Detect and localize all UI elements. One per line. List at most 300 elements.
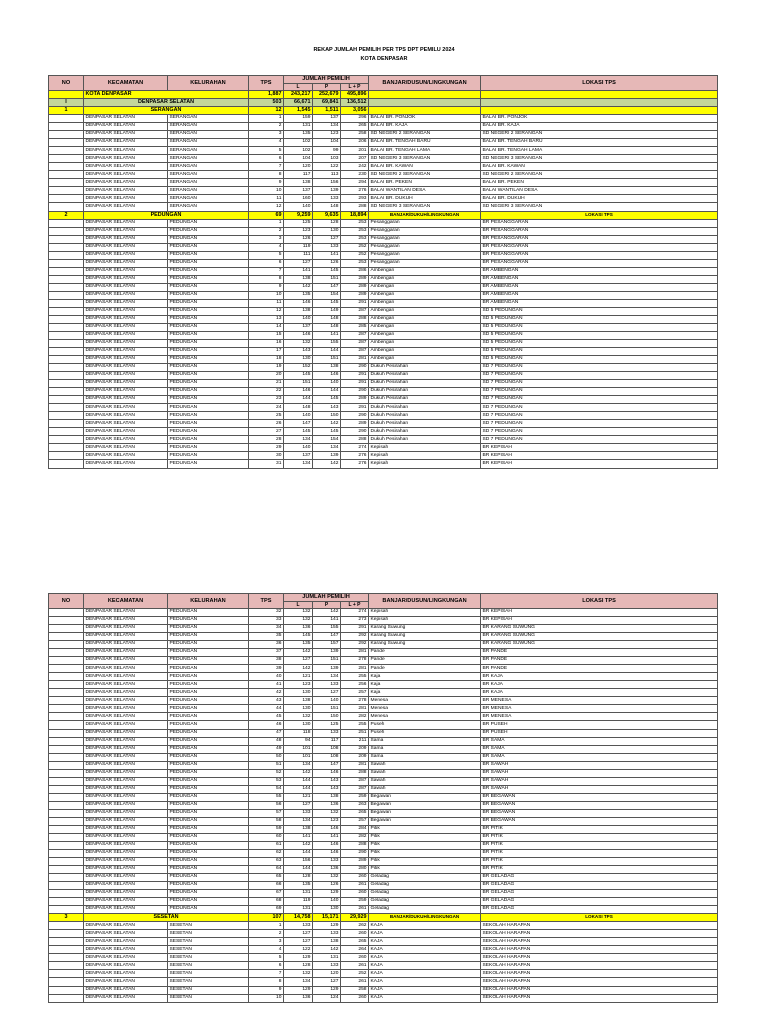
lp-cell: 273 (341, 617, 369, 625)
no-cell (49, 769, 84, 777)
lp-cell: 276 (341, 460, 369, 468)
p-cell: 146 (313, 841, 341, 849)
p-cell: 133 (313, 729, 341, 737)
p-cell: 142 (313, 946, 341, 954)
lokasi-cell: SEKOLAH HARAPAN (481, 930, 718, 938)
lp-cell: 265 (341, 938, 369, 946)
banjar-cell: Kepisah (369, 460, 481, 468)
lokasi-cell: BR PESANGGARAN (481, 251, 718, 259)
col-header-jumlah-pemilih: JUMLAH PEMILIH (284, 594, 369, 602)
table-row (49, 641, 718, 649)
tps-cell: 38 (249, 657, 284, 665)
tps-cell: 36 (249, 641, 284, 649)
banjar-cell: Kepisah (369, 444, 481, 452)
tps-cell: 37 (249, 649, 284, 657)
kecamatan-cell: DENPASAR SELATAN (84, 428, 168, 436)
lp-cell: 289 (341, 396, 369, 404)
l-cell: 144 (284, 849, 313, 857)
banjar-cell: Dukuh Pesirahan (369, 428, 481, 436)
p-cell: 127 (313, 235, 341, 243)
lp-cell: 296 (341, 115, 369, 123)
p-cell: 127 (313, 689, 341, 697)
table-row (49, 444, 718, 452)
no-cell (49, 171, 84, 179)
lp-cell: 287 (341, 777, 369, 785)
table-row (49, 171, 718, 179)
lokasi-cell: SD 7 PEDUNGAN (481, 364, 718, 372)
lokasi-cell: BR BEGAWAN (481, 817, 718, 825)
no-cell (49, 737, 84, 745)
kelurahan-cell: SESETAN (168, 994, 249, 1002)
tps-cell: 54 (249, 785, 284, 793)
kelurahan-cell: PEDUNGAN (168, 323, 249, 331)
kelurahan-cell: PEDUNGAN (168, 729, 249, 737)
lp-cell: 291 (341, 380, 369, 388)
kelurahan-name: PEDUNGAN (84, 211, 249, 219)
kelurahan-cell: PEDUNGAN (168, 801, 249, 809)
kecamatan-cell: DENPASAR SELATAN (84, 460, 168, 468)
table-row (49, 115, 718, 123)
lp-cell: 274 (341, 609, 369, 617)
kelurahan-cell: SESETAN (168, 954, 249, 962)
lp-cell: 288 (341, 315, 369, 323)
lokasi-cell: SEKOLAH HARAPAN (481, 978, 718, 986)
kelurahan-cell: PEDUNGAN (168, 348, 249, 356)
table-row (49, 954, 718, 962)
lp-cell: 201 (341, 147, 369, 155)
p-cell: 122 (313, 163, 341, 171)
kecamatan-cell: DENPASAR SELATAN (84, 452, 168, 460)
lp-cell: 261 (341, 906, 369, 914)
banjar-cell: Dukuh Pesirahan (369, 364, 481, 372)
no-cell (49, 452, 84, 460)
no-cell (49, 882, 84, 890)
lokasi-cell: BR KAJA (481, 681, 718, 689)
kelurahan-cell: PEDUNGAN (168, 681, 249, 689)
lokasi-cell: SD 7 PEDUNGAN (481, 436, 718, 444)
kecamatan-cell: DENPASAR SELATAN (84, 986, 168, 994)
p-cell: 140 (313, 380, 341, 388)
p-cell: 141 (313, 833, 341, 841)
table-row (49, 745, 718, 753)
banjar-cell: Sawah (369, 769, 481, 777)
l-cell: 119 (284, 898, 313, 906)
l-cell: 132 (284, 609, 313, 617)
l-cell: 134 (284, 817, 313, 825)
lokasi-cell: SD 5 PEDUNGAN (481, 315, 718, 323)
kecamatan-cell: DENPASAR SELATAN (84, 962, 168, 970)
kota-lp: 495,896 (341, 91, 369, 99)
lp-cell: 281 (341, 665, 369, 673)
kecamatan-cell: DENPASAR SELATAN (84, 737, 168, 745)
kelurahan-cell: PEDUNGAN (168, 436, 249, 444)
lp-cell: 261 (341, 962, 369, 970)
kecamatan-cell: DENPASAR SELATAN (84, 340, 168, 348)
kecamatan-cell: DENPASAR SELATAN (84, 147, 168, 155)
lp-cell: 260 (341, 874, 369, 882)
lp-cell: 282 (341, 833, 369, 841)
p-cell: 138 (313, 938, 341, 946)
tps-cell: 56 (249, 801, 284, 809)
banjar-cell: Pitik (369, 866, 481, 874)
lp-cell: 280 (341, 866, 369, 874)
l-cell: 136 (284, 625, 313, 633)
banjar-cell: Kaja (369, 681, 481, 689)
lokasi-cell: BR BEGAWAN (481, 801, 718, 809)
no-cell (49, 227, 84, 235)
banjar-cell: BALAI BR. DUKUH (369, 195, 481, 203)
lokasi-cell: BR KEPISAH (481, 617, 718, 625)
table-row (49, 825, 718, 833)
kecamatan-cell: DENPASAR SELATAN (84, 785, 168, 793)
l-cell: 144 (284, 777, 313, 785)
lokasi-cell: BR GELADAG (481, 898, 718, 906)
kelurahan-cell: PEDUNGAN (168, 609, 249, 617)
no-cell (49, 986, 84, 994)
tps-cell: 7 (249, 970, 284, 978)
lokasi-cell: BALAI WANTILAN DESA (481, 187, 718, 195)
tps-cell: 67 (249, 890, 284, 898)
p-cell: 133 (313, 681, 341, 689)
l-cell: 102 (284, 147, 313, 155)
tps-cell: 23 (249, 396, 284, 404)
table-row (49, 617, 718, 625)
col-header-jumlah-pemilih: JUMLAH PEMILIH (284, 76, 369, 84)
kecamatan-cell: DENPASAR SELATAN (84, 115, 168, 123)
lokasi-cell: SEKOLAH HARAPAN (481, 970, 718, 978)
l-cell: 132 (284, 617, 313, 625)
lokasi-cell: SD 7 PEDUNGAN (481, 428, 718, 436)
no-cell (49, 460, 84, 468)
no-cell (49, 291, 84, 299)
kelurahan-lp: 3,056 (341, 107, 369, 115)
no-cell (49, 163, 84, 171)
kecamatan-cell: DENPASAR SELATAN (84, 404, 168, 412)
lokasi-cell: BR AMBENGAN (481, 283, 718, 291)
p-cell: 154 (313, 436, 341, 444)
no-cell (49, 404, 84, 412)
table-row (49, 689, 718, 697)
kecamatan-cell: DENPASAR SELATAN (84, 323, 168, 331)
kecamatan-cell: DENPASAR SELATAN (84, 713, 168, 721)
no-cell (49, 179, 84, 187)
kelurahan-cell: SERANGAN (168, 155, 249, 163)
table-row (49, 866, 718, 874)
lp-cell: 287 (341, 307, 369, 315)
tps-cell: 13 (249, 315, 284, 323)
p-cell: 148 (313, 323, 341, 331)
p-cell: 142 (313, 460, 341, 468)
lokasi-cell: BR PESANGGARAN (481, 235, 718, 243)
kelurahan-no: 3 (49, 914, 84, 922)
no-cell (49, 315, 84, 323)
tps-cell: 45 (249, 713, 284, 721)
col-header-banjar: BANJAR/DUSUN/LINGKUNGAN (369, 594, 481, 609)
lp-cell: 258 (341, 131, 369, 139)
lp-cell: 274 (341, 444, 369, 452)
table-row (49, 609, 718, 617)
kelurahan-cell: PEDUNGAN (168, 833, 249, 841)
no-cell (49, 380, 84, 388)
no-cell (49, 267, 84, 275)
kelurahan-cell: PEDUNGAN (168, 665, 249, 673)
kecamatan-summary-row (49, 99, 718, 107)
banjar-cell: KAJA (369, 922, 481, 930)
banjar-cell: Menesa (369, 697, 481, 705)
banjar-cell: Dukuh Pesirahan (369, 412, 481, 420)
lokasi-cell: BR AMBENGAN (481, 299, 718, 307)
table-row (49, 364, 718, 372)
p-cell: 133 (313, 858, 341, 866)
p-cell: 138 (313, 793, 341, 801)
l-cell: 135 (284, 291, 313, 299)
l-cell: 131 (284, 890, 313, 898)
l-cell: 130 (284, 721, 313, 729)
l-cell: 145 (284, 428, 313, 436)
kelurahan-l: 1,545 (284, 107, 313, 115)
tps-cell: 65 (249, 874, 284, 882)
table-row (49, 898, 718, 906)
kecamatan-no: I (49, 99, 84, 107)
kota-l: 243,217 (284, 91, 313, 99)
no-cell (49, 705, 84, 713)
p-cell: 127 (313, 978, 341, 986)
kelurahan-cell: SERANGAN (168, 147, 249, 155)
no-cell (49, 649, 84, 657)
p-cell: 126 (313, 882, 341, 890)
p-cell: 146 (313, 825, 341, 833)
table-row (49, 986, 718, 994)
kelurahan-cell: PEDUNGAN (168, 745, 249, 753)
kecamatan-cell: DENPASAR SELATAN (84, 753, 168, 761)
table-row (49, 147, 718, 155)
tps-cell: 3 (249, 938, 284, 946)
lokasi-cell: BR PUSEH (481, 721, 718, 729)
kecamatan-cell: DENPASAR SELATAN (84, 444, 168, 452)
banjar-cell: Pande (369, 649, 481, 657)
no-cell (49, 697, 84, 705)
table-row (49, 922, 718, 930)
kecamatan-cell: DENPASAR SELATAN (84, 372, 168, 380)
tps-cell: 15 (249, 331, 284, 339)
kelurahan-cell: PEDUNGAN (168, 649, 249, 657)
l-cell: 138 (284, 307, 313, 315)
lokasi-cell: BR SAWAH (481, 769, 718, 777)
tps-cell: 69 (249, 906, 284, 914)
l-cell: 133 (284, 922, 313, 930)
banjar-cell: Pesanggaran (369, 235, 481, 243)
kecamatan-cell: DENPASAR SELATAN (84, 970, 168, 978)
l-cell: 135 (284, 131, 313, 139)
kecamatan-cell: DENPASAR SELATAN (84, 227, 168, 235)
table-row (49, 412, 718, 420)
document-subtitle: KOTA DENPASAR (360, 56, 408, 62)
no-cell (49, 817, 84, 825)
l-cell: 118 (284, 729, 313, 737)
p-cell: 141 (313, 617, 341, 625)
table-row (49, 275, 718, 283)
col-header-kelurahan: KELURAHAN (168, 594, 249, 609)
l-cell: 142 (284, 649, 313, 657)
l-cell: 128 (284, 874, 313, 882)
tps-cell: 7 (249, 163, 284, 171)
lokasi-cell: BR AMBENGAN (481, 275, 718, 283)
no-cell (49, 753, 84, 761)
kecamatan-cell: DENPASAR SELATAN (84, 251, 168, 259)
tps-cell: 57 (249, 809, 284, 817)
kelurahan-cell: SERANGAN (168, 203, 249, 211)
table-row (49, 849, 718, 857)
kelurahan-cell: PEDUNGAN (168, 380, 249, 388)
tps-cell: 10 (249, 291, 284, 299)
lokasi-cell: BR KAJA (481, 673, 718, 681)
banjar-cell: Dukuh Pesirahan (369, 420, 481, 428)
banjar-cell: Ambengan (369, 275, 481, 283)
banjar-cell: Geladag (369, 890, 481, 898)
banjar-cell: Karang Suwung (369, 641, 481, 649)
tps-cell: 62 (249, 849, 284, 857)
kecamatan-cell: DENPASAR SELATAN (84, 841, 168, 849)
table-row (49, 356, 718, 364)
kelurahan-cell: PEDUNGAN (168, 793, 249, 801)
kecamatan-cell: DENPASAR SELATAN (84, 396, 168, 404)
lp-cell: 281 (341, 649, 369, 657)
lokasi-cell: BALAI BR. KAWAN (481, 163, 718, 171)
p-cell: 139 (313, 452, 341, 460)
table-row (49, 267, 718, 275)
kelurahan-cell: PEDUNGAN (168, 428, 249, 436)
lp-cell: 252 (341, 251, 369, 259)
kecamatan-cell: DENPASAR SELATAN (84, 898, 168, 906)
tps-cell: 9 (249, 179, 284, 187)
table-row (49, 705, 718, 713)
no-cell (49, 689, 84, 697)
col-header-p: P (313, 602, 341, 609)
l-cell: 134 (284, 460, 313, 468)
kelurahan-cell: PEDUNGAN (168, 882, 249, 890)
l-cell: 125 (284, 219, 313, 227)
banjar-cell: BALAI BR. PONJOK (369, 115, 481, 123)
banjar-cell: Sama (369, 753, 481, 761)
p-cell: 138 (313, 364, 341, 372)
tps-cell: 26 (249, 420, 284, 428)
p-cell: 139 (313, 665, 341, 673)
lp-cell: 257 (341, 817, 369, 825)
no-cell (49, 745, 84, 753)
tps-cell: 9 (249, 283, 284, 291)
p-cell: 144 (313, 388, 341, 396)
kelurahan-cell: PEDUNGAN (168, 721, 249, 729)
lokasi-cell: BALAI BR. KAJA (481, 123, 718, 131)
l-cell: 135 (284, 882, 313, 890)
lokasi-cell: SD 5 PEDUNGAN (481, 356, 718, 364)
no-cell (49, 833, 84, 841)
tps-cell: 8 (249, 171, 284, 179)
table-row (49, 452, 718, 460)
kecamatan-cell: DENPASAR SELATAN (84, 179, 168, 187)
p-cell: 151 (313, 705, 341, 713)
lp-cell: 257 (341, 689, 369, 697)
lokasi-cell: BR GELADAG (481, 890, 718, 898)
l-cell: 142 (284, 665, 313, 673)
lp-cell: 252 (341, 970, 369, 978)
banjar-cell: Kaja (369, 673, 481, 681)
l-cell: 146 (284, 388, 313, 396)
tps-cell: 3 (249, 235, 284, 243)
p-cell: 133 (313, 930, 341, 938)
tps-cell: 29 (249, 444, 284, 452)
p-cell: 120 (313, 970, 341, 978)
no-cell (49, 388, 84, 396)
kecamatan-cell: DENPASAR SELATAN (84, 874, 168, 882)
banjar-cell: BALAI BR. PEKEN (369, 179, 481, 187)
kelurahan-cell: PEDUNGAN (168, 890, 249, 898)
no-cell (49, 123, 84, 131)
table-row (49, 809, 718, 817)
kecamatan-l: 66,671 (284, 99, 313, 107)
l-cell: 119 (284, 243, 313, 251)
kelurahan-lp: 18,894 (341, 211, 369, 219)
kelurahan-cell: SESETAN (168, 922, 249, 930)
lokasi-cell: SD 5 PEDUNGAN (481, 348, 718, 356)
kelurahan-cell: PEDUNGAN (168, 404, 249, 412)
kelurahan-cell: PEDUNGAN (168, 625, 249, 633)
lokasi-cell: SD 5 PEDUNGAN (481, 340, 718, 348)
kelurahan-lokasi-label: LOKASI TPS (481, 914, 718, 922)
lokasi-cell: BR MENESA (481, 697, 718, 705)
kecamatan-tps: 503 (249, 99, 284, 107)
no-cell (49, 922, 84, 930)
lokasi-cell: BR SAMA (481, 753, 718, 761)
banjar-cell: BALAI BR. TENGAH LAMA (369, 147, 481, 155)
p-cell: 146 (313, 769, 341, 777)
kelurahan-cell: PEDUNGAN (168, 364, 249, 372)
kelurahan-cell: PEDUNGAN (168, 291, 249, 299)
lokasi-cell: BR SAMA (481, 737, 718, 745)
tps-cell: 33 (249, 617, 284, 625)
p-cell: 129 (313, 922, 341, 930)
tps-cell: 49 (249, 745, 284, 753)
l-cell: 138 (284, 697, 313, 705)
p-cell: 147 (313, 283, 341, 291)
table-row (49, 323, 718, 331)
l-cell: 101 (284, 745, 313, 753)
tps-cell: 51 (249, 761, 284, 769)
l-cell: 144 (284, 866, 313, 874)
banjar-cell: Sama (369, 745, 481, 753)
kelurahan-cell: PEDUNGAN (168, 753, 249, 761)
kelurahan-cell: PEDUNGAN (168, 785, 249, 793)
p-cell: 130 (313, 227, 341, 235)
p-cell: 139 (313, 649, 341, 657)
no-cell (49, 364, 84, 372)
kecamatan-cell: DENPASAR SELATAN (84, 641, 168, 649)
banjar-cell: Geladag (369, 882, 481, 890)
lp-cell: 278 (341, 657, 369, 665)
tps-cell: 32 (249, 609, 284, 617)
p-cell: 108 (313, 745, 341, 753)
kelurahan-cell: PEDUNGAN (168, 689, 249, 697)
table-row (49, 753, 718, 761)
no-cell (49, 849, 84, 857)
no-cell (49, 809, 84, 817)
no-cell (49, 412, 84, 420)
l-cell: 121 (284, 673, 313, 681)
kecamatan-cell: DENPASAR SELATAN (84, 307, 168, 315)
lp-cell: 294 (341, 179, 369, 187)
kelurahan-cell: PEDUNGAN (168, 697, 249, 705)
kota-p: 252,679 (313, 91, 341, 99)
